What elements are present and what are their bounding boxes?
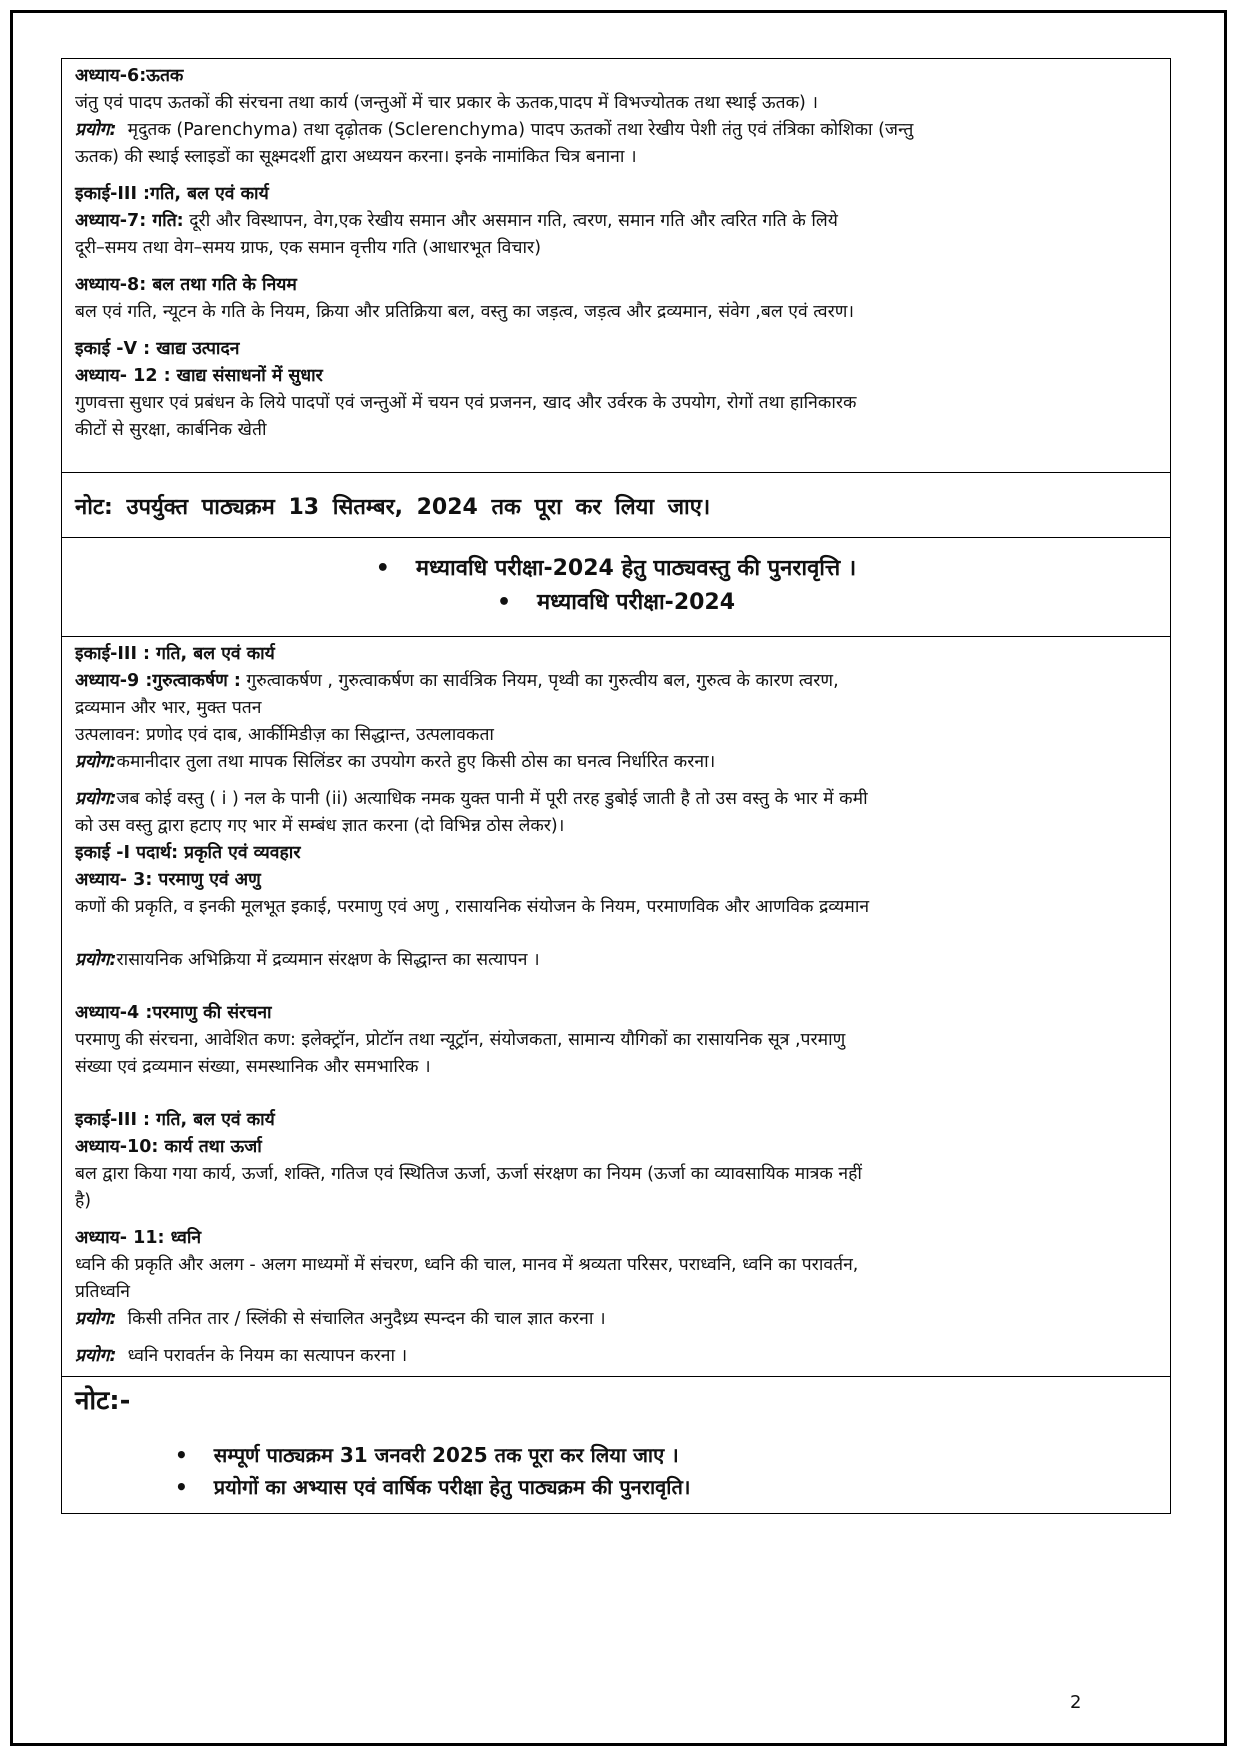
chapter-8-title: अध्याय-8: बल तथा गति के नियम (75, 275, 297, 295)
midterm-revision-text: मध्यावधि परीक्षा-2024 हेतु पाठ्यवस्तु की पुनरावृत्ति । (415, 556, 857, 581)
chapter-4-label: परमाणु की संरचना, (75, 1030, 199, 1050)
syllabus-block-1 (62, 59, 1170, 473)
chapter-11-text: ध्वनि की प्रकृति और अलग - अलग माध्यमों में संचरण, ध्वनि की चाल, मानव में श्रव्यता परिसर, पराध्वनि, ध्वनि का परावर्तन, (75, 1255, 859, 1275)
experiment-weight-cont: को उस वस्तु द्वारा हटाए गए भार में सम्बंध ज्ञात करना (दो विभिन्न ठोस लेकर)। (75, 816, 565, 836)
buoyancy-label: उत्पलावन: (75, 725, 141, 745)
experiment-density-text: कमानीदार तुला तथा मापक सिलिंडर का उपयोग करते हुए किसी ठोस का घनत्व निर्धारित करना। (116, 752, 716, 772)
final-note (62, 1377, 1170, 1513)
prayog-label: प्रयोग: (75, 789, 117, 809)
bullet-icon: • (375, 556, 390, 581)
experiment-slinky-text: किसी तनित तार / स्लिंकी से संचालित अनुदैध्र्य स्पन्दन की चाल ज्ञात करना । (127, 1309, 606, 1329)
chapter-7-text (75, 208, 1157, 235)
note-september (62, 473, 1170, 538)
chapter-9-label: अध्याय-9 :गुरुत्वाकर्षण : (75, 671, 241, 691)
prayog-label: प्रयोग: (75, 950, 117, 970)
chapter-10-text: बल द्वारा किया गया कार्य, ऊर्जा, शक्ति, गतिज एवं स्थितिज ऊर्जा, ऊर्जा संरक्षण का नियम (ऊर्जा का व्यावसायिक मात्रक नहीं (75, 1164, 862, 1184)
prayog-label: प्रयोग: (75, 1346, 117, 1366)
chapter-11-text-cont: प्रतिध्वनि (75, 1282, 131, 1302)
unit-3-title-3: इकाई-III : गति, बल एवं कार्य (75, 1110, 275, 1130)
chapter-9-content: गुरुत्वाकर्षण , गुरुत्वाकर्षण का सार्वत्रिक नियम, पृथ्वी का गुरुत्वीय बल, गुरुत्व के कारण त्वरण, (246, 671, 839, 691)
bullet-icon: • (496, 590, 512, 615)
chapter-4-title: अध्याय-4 :परमाणु की संरचना (75, 1003, 272, 1023)
final-note-item-1 (175, 1439, 1157, 1471)
chapter-9-text-cont: द्रव्यमान और भार, मुक्त पतन (75, 698, 262, 718)
experiment-slinky (75, 1306, 1157, 1333)
unit-3-title: इकाई-III :गति, बल एवं कार्य (75, 184, 269, 204)
chapter-7-text-cont: दूरी–समय तथा वेग–समय ग्राफ, एक समान वृत्तीय गति (आधारभूत विचार) (75, 238, 542, 258)
experiment-mass (75, 947, 1157, 974)
final-note-item-1-text: सम्पूर्ण पाठ्यक्रम 31 जनवरी 2025 तक पूरा कर लिया जाए । (213, 1443, 679, 1467)
chapter-11-title: अध्याय- 11: ध्वनि (75, 1228, 202, 1248)
experiment-mass-text: रासायनिक अभिक्रिया में द्रव्यमान संरक्षण के सिद्धान्त का सत्यापन । (116, 950, 540, 970)
final-note-item-2-text: प्रयोगों का अभ्यास एवं वार्षिक परीक्षा हेतु पाठ्यक्रम की पुनरावृति। (213, 1475, 691, 1499)
chapter-10-text-cont: है) (75, 1191, 92, 1211)
chapter-6-experiment-text: मृदुतक (Parenchyma) तथा दृढ़ोतक (Sclerenchyma) पादप ऊतकों तथा रेखीय पेशी तंतु एवं तंत्रिका कोशिका (जन्तु (127, 120, 914, 140)
prayog-label: प्रयोग: (75, 752, 117, 772)
chapter-4-content: आवेशित कण: इलेक्ट्रॉन, प्रोटॉन तथा न्यूट्रॉन, संयोजकता, सामान्य यौगिकों का रासायनिक सूत्र ,परमाणु (204, 1030, 846, 1050)
chapter-7-content: दूरी और विस्थापन, वेग,एक रेखीय समान और असमान गति, त्वरण, समान गति और त्वरित गति के लिये (189, 211, 838, 231)
chapter-6-experiment (75, 117, 1157, 144)
chapter-10-title: अध्याय-10: कार्य तथा ऊर्जा (75, 1137, 262, 1157)
midterm-exam (75, 586, 1157, 620)
experiment-echo-text: ध्वनि परावर्तन के नियम का सत्यापन करना । (127, 1346, 408, 1366)
midterm-block (62, 538, 1170, 637)
syllabus-table (61, 58, 1171, 1514)
syllabus-block-2 (62, 637, 1170, 1377)
experiment-echo (75, 1343, 1157, 1370)
bullet-icon: • (175, 1475, 188, 1499)
final-note-list (175, 1439, 1157, 1503)
unit-1-title: इकाई -I पदार्थ: प्रकृति एवं व्यवहार (75, 843, 301, 863)
chapter-6-title: अध्याय-6:ऊतक (75, 66, 184, 86)
prayog-label: प्रयोग: (75, 120, 117, 140)
page-number: 2 (1070, 1692, 1082, 1713)
chapter-6-text: जंतु एवं पादप ऊतकों की संरचना तथा कार्य (जन्तुओं में चार प्रकार के ऊतक,पादप में विभज्योतक तथा स्थाई ऊतक) । (75, 93, 819, 113)
unit-3-title-2: इकाई-III : गति, बल एवं कार्य (75, 644, 275, 664)
buoyancy-text: प्रणोद एवं दाब, आर्कीमिडीज़ का सिद्धान्त, उत्पलावकता (146, 725, 494, 745)
chapter-7-label: अध्याय-7: गति: (75, 211, 184, 231)
chapter-4-text-cont: संख्या एवं द्रव्यमान संख्या, समस्थानिक और समभारिक । (75, 1057, 431, 1077)
unit-5-title: इकाई -V : खाद्य उत्पादन (75, 339, 240, 359)
chapter-12-text-cont: कीटों से सुरक्षा, कार्बनिक खेती (75, 420, 267, 440)
experiment-weight (75, 786, 1157, 813)
prayog-label: प्रयोग: (75, 1309, 117, 1329)
chapter-4-text (75, 1027, 1157, 1054)
chapter-6-experiment-cont: ऊतक) की स्थाई स्लाइडों का सूक्ष्मदर्शी द्वारा अध्ययन करना। इनके नामांकित चित्र बनाना । (75, 147, 637, 167)
chapter-12-text: गुणवत्ता सुधार एवं प्रबंधन के लिये पादपों एवं जन्तुओं में चयन एवं प्रजनन, खाद और उर्वरक के उपयोग, रोगों तथा हानिकारक (75, 393, 857, 413)
midterm-revision (75, 552, 1157, 586)
note-september-text: नोट: उपर्युक्त पाठ्यक्रम 13 सितम्बर, 2024 तक पूरा कर लिया जाए। (75, 495, 711, 520)
final-note-heading: नोट:- (75, 1386, 131, 1416)
buoyancy-line (75, 722, 1157, 749)
final-note-item-2 (175, 1471, 1157, 1503)
bullet-icon: • (175, 1443, 188, 1467)
chapter-9-text (75, 668, 1157, 695)
chapter-8-text: बल एवं गति, न्यूटन के गति के नियम, क्रिया और प्रतिक्रिया बल, वस्तु का जड़त्व, जड़त्व और द्रव्यमान, संवेग ,बल एवं त्वरण। (75, 302, 855, 322)
midterm-exam-text: मध्यावधि परीक्षा-2024 (537, 590, 736, 615)
chapter-3-text: कणों की प्रकृति, व इनकी मूलभूत इकाई, परमाणु एवं अणु , रासायनिक संयोजन के नियम, परमाणविक और आणविक द्रव्यमान (75, 897, 870, 917)
chapter-3-title: अध्याय- 3: परमाणु एवं अणु (75, 870, 261, 890)
experiment-weight-text: जब कोई वस्तु ( i ) नल के पानी (ii) अत्याधिक नमक युक्त पानी में पूरी तरह डुबोई जाती है तो उस वस्तु के भार में कमी (116, 789, 868, 809)
experiment-density (75, 749, 1157, 776)
chapter-12-title: अध्याय- 12 : खाद्य संसाधनों में सुधार (75, 366, 323, 386)
